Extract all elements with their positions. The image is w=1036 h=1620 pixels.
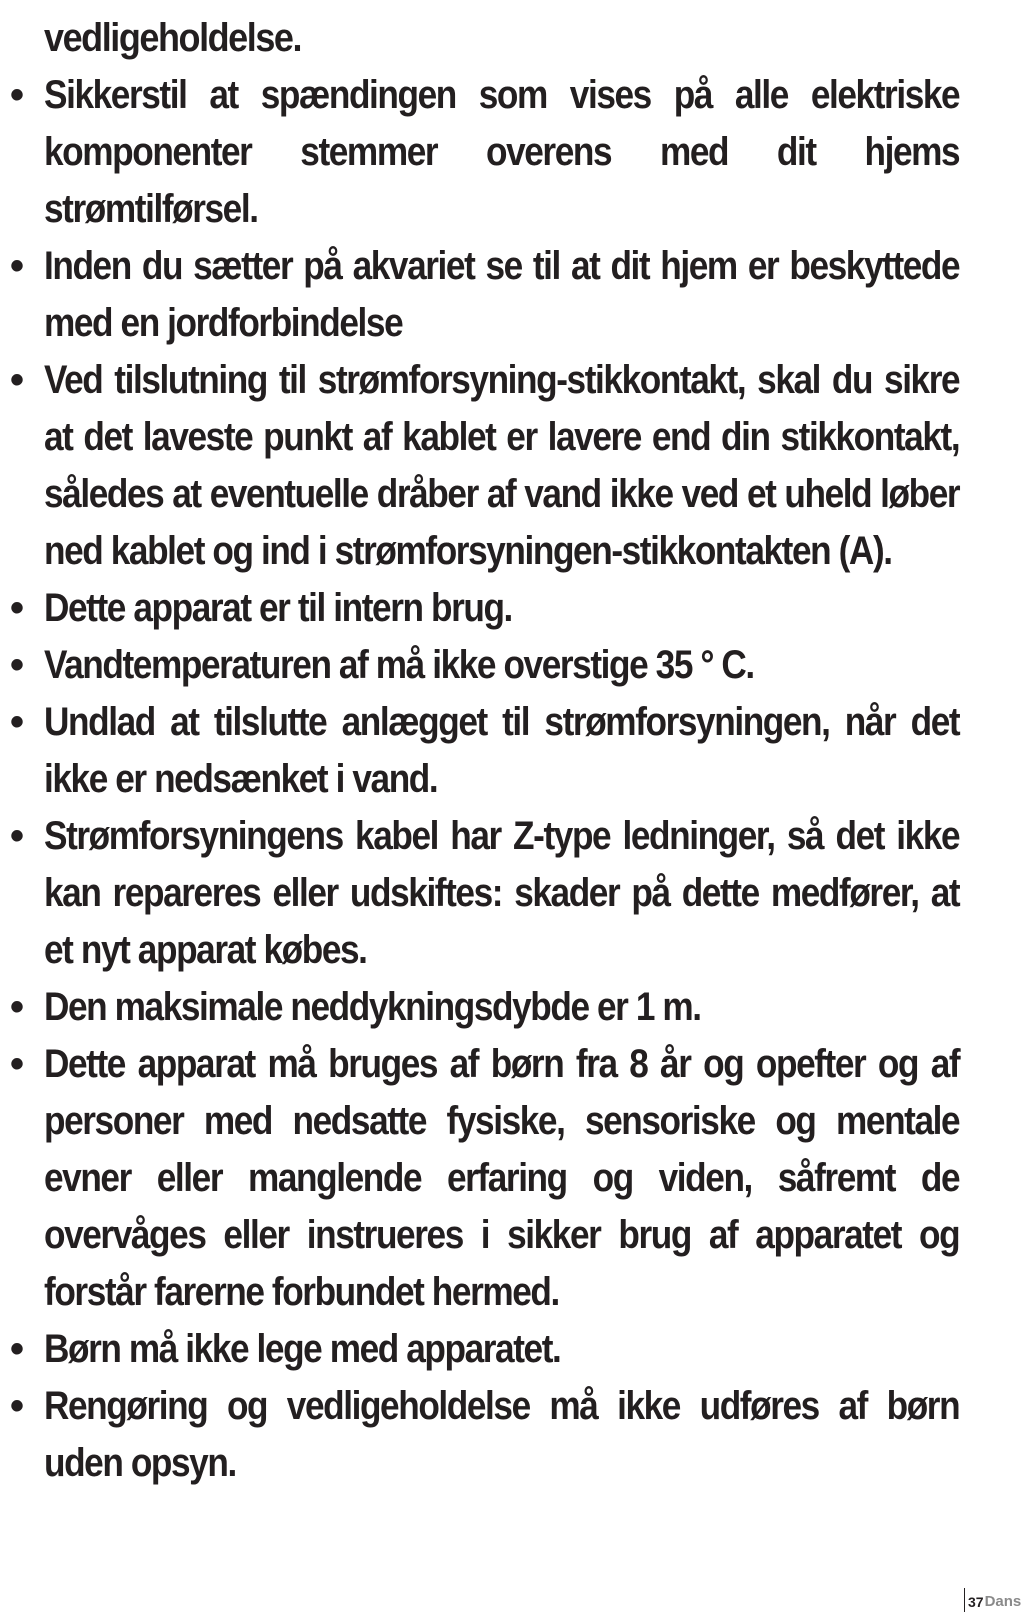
bullet-icon: • xyxy=(10,73,25,117)
list-item xyxy=(0,352,994,580)
list-item-text: Undlad at tilslutte anlægget til strømforsyningen, når det ikke er nedsænket i vand. xyxy=(44,700,960,801)
bullet-icon: • xyxy=(10,244,25,288)
list-item-text: Inden du sætter på akvariet se til at dit hjem er beskyttede med en jordforbindelse xyxy=(44,244,960,345)
footer-divider xyxy=(964,1588,965,1612)
bullet-icon: • xyxy=(10,700,25,744)
list-item xyxy=(0,1321,994,1378)
list-item xyxy=(0,1036,994,1321)
list-item xyxy=(0,808,994,979)
list-item-text: Dette apparat må bruges af børn fra 8 år og opefter og af personer med nedsatte fysiske, sensoriske og mentale evner eller manglende erfaring og viden, såfremt de overvåges eller instrueres i sikker brug af apparatet og forstår farerne forbundet hermed. xyxy=(44,1042,960,1314)
bullet-icon: • xyxy=(10,985,25,1029)
page-language-label: Dans xyxy=(984,1593,1022,1610)
bullet-icon: • xyxy=(10,1042,25,1086)
bullet-icon: • xyxy=(10,586,25,630)
bullet-icon: • xyxy=(10,1327,25,1371)
list-item xyxy=(0,637,994,694)
safety-bullet-list xyxy=(0,67,1036,1492)
list-item xyxy=(0,979,994,1036)
bullet-icon: • xyxy=(10,1384,25,1428)
list-item xyxy=(0,694,994,808)
list-item-text: Rengøring og vedligeholdelse må ikke udføres af børn uden opsyn. xyxy=(44,1384,960,1485)
page-number: 37 xyxy=(968,1594,984,1610)
list-item xyxy=(0,1378,994,1492)
list-item-text: Sikkerstil at spændingen som vises på alle elektriske komponenter stemmer overens med dit hjems strømtilførsel. xyxy=(44,73,960,231)
page-footer xyxy=(964,1588,1021,1612)
list-item-text: Ved tilslutning til strømforsyning-stikkontakt, skal du sikre at det laveste punkt af kablet er lavere end din stikkontakt, således at eventuelle dråber af vand ikke ved et uheld løber ned kablet og ind i strømforsyningen-stikkontakten (A). xyxy=(44,358,960,573)
list-item xyxy=(0,238,994,352)
continuation-text: vedligeholdelse. xyxy=(44,16,302,60)
bullet-icon: • xyxy=(10,814,25,858)
list-item-text: Den maksimale neddykningsdybde er 1 m. xyxy=(44,985,701,1029)
list-item-text: Strømforsyningens kabel har Z-type ledninger, så det ikke kan repareres eller udskiftes: skader på dette medfører, at et nyt apparat købes. xyxy=(44,814,960,972)
list-item-text: Børn må ikke lege med apparatet. xyxy=(44,1327,561,1371)
list-item xyxy=(0,67,994,238)
list-item xyxy=(0,580,994,637)
bullet-icon: • xyxy=(10,358,25,402)
list-item-text: Dette apparat er til intern brug. xyxy=(44,586,512,630)
list-item-text: Vandtemperaturen af må ikke overstige 35 ° C. xyxy=(44,643,754,687)
bullet-icon: • xyxy=(10,643,25,687)
